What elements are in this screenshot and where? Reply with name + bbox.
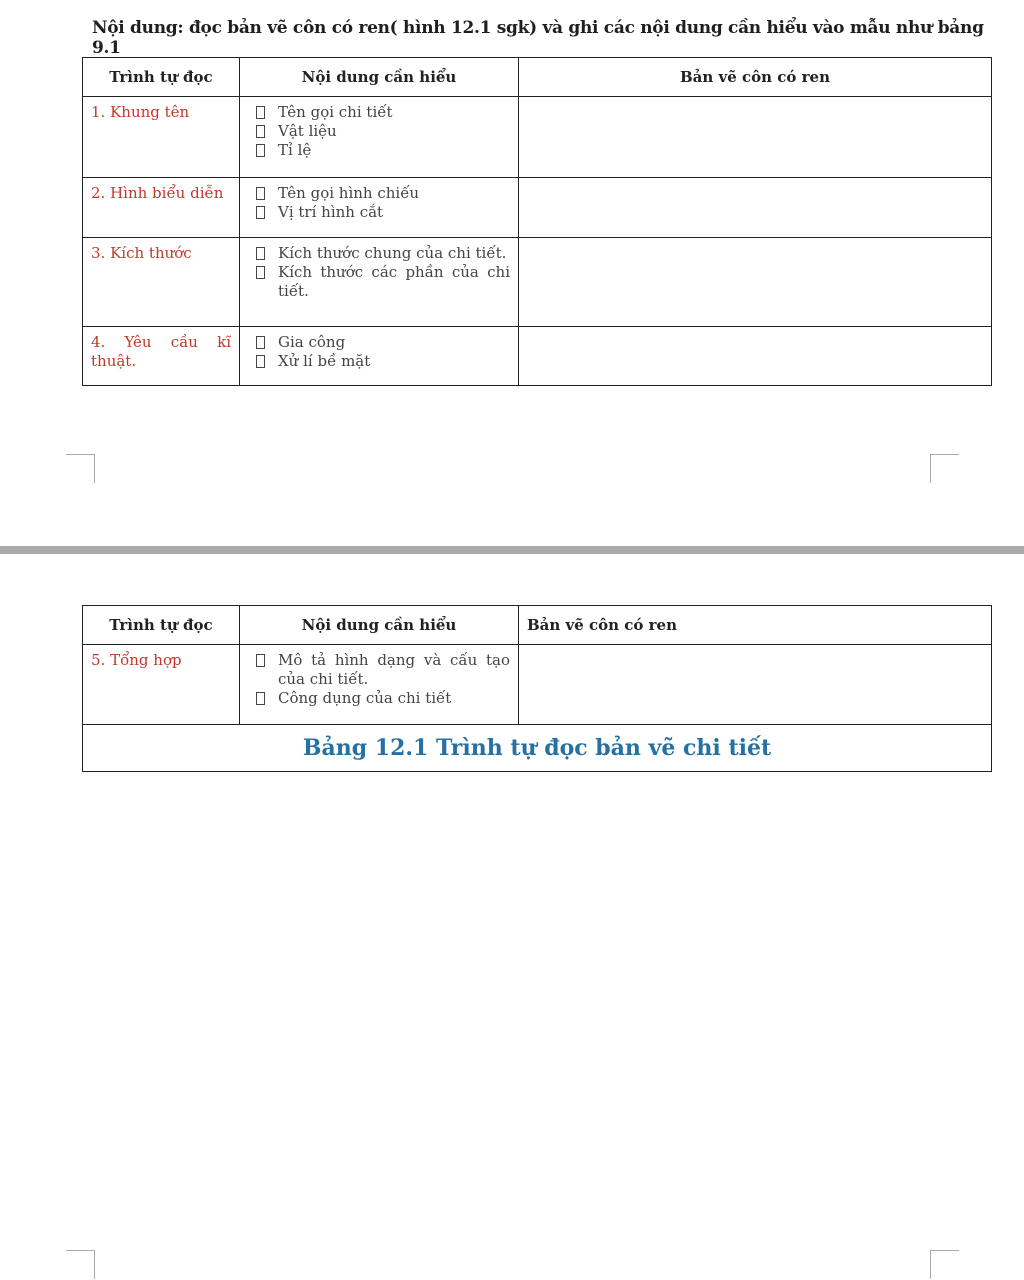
list-item (278, 651, 510, 689)
header-drawing: Bản vẽ côn có ren (519, 606, 992, 645)
intro-text: Nội dung: đọc bản vẽ côn có ren( hình 12.1 sgk) và ghi các nội dung cần hiểu vào mẫu như bảng 9.1 (92, 18, 984, 58)
page-corner-mark (930, 1250, 959, 1279)
header-reading-order: Trình tự đọc (83, 606, 240, 645)
list-item (278, 244, 510, 263)
step-cell: 4. Yêu cầu kĩ thuật. (83, 327, 240, 386)
item-text: Kích thước chung của chi tiết. (278, 244, 507, 262)
table-row (83, 97, 992, 178)
header-row (83, 58, 992, 97)
item-text: Gia công (278, 333, 346, 351)
list-item (278, 103, 510, 122)
list-item (278, 122, 510, 141)
answer-cell[interactable] (519, 327, 992, 386)
reading-table-page1 (82, 57, 992, 386)
item-text: Mô tả hình dạng và cấu tạo của chi tiết. (278, 651, 510, 688)
item-text: Tên gọi hình chiếu (278, 184, 420, 202)
header-drawing: Bản vẽ côn có ren (519, 58, 992, 97)
reading-table-page2 (82, 605, 992, 772)
item-text: Vật liệu (278, 121, 337, 140)
page-corner-mark (66, 1250, 95, 1279)
answer-cell[interactable] (519, 97, 992, 178)
page-corner-mark (66, 454, 95, 483)
checkbox-icon (256, 692, 265, 705)
step-cell: 1. Khung tên (83, 97, 240, 178)
header-content: Nội dung cần hiểu (240, 606, 519, 645)
items-cell (240, 327, 519, 386)
caption-row (83, 725, 992, 772)
table-row (83, 178, 992, 238)
list-item (278, 689, 510, 708)
table-row (83, 327, 992, 386)
answer-cell[interactable] (519, 238, 992, 327)
page-corner-mark (930, 454, 959, 483)
checkbox-icon (256, 247, 265, 260)
item-text: Vị trí hình cắt (278, 202, 384, 221)
items-cell (240, 97, 519, 178)
item-text: Công dụng của chi tiết (278, 688, 452, 707)
list-item (278, 203, 510, 222)
list-item (278, 141, 510, 160)
list-item (278, 333, 510, 352)
table-row (83, 645, 992, 725)
answer-cell[interactable] (519, 645, 992, 725)
checkbox-icon (256, 336, 265, 349)
answer-cell[interactable] (519, 178, 992, 238)
table-caption: Bảng 12.1 Trình tự đọc bản vẽ chi tiết (83, 725, 992, 772)
step-cell: 5. Tổng hợp (83, 645, 240, 725)
item-text: Tỉ lệ (278, 140, 312, 159)
list-item (278, 184, 510, 203)
item-text: Tên gọi chi tiết (278, 103, 393, 121)
checkbox-icon (256, 654, 265, 667)
list-item (278, 263, 510, 301)
items-cell (240, 238, 519, 327)
list-item (278, 352, 510, 371)
items-cell (240, 178, 519, 238)
table-row (83, 238, 992, 327)
header-content: Nội dung cần hiểu (240, 58, 519, 97)
checkbox-icon (256, 266, 265, 279)
items-cell (240, 645, 519, 725)
step-cell: 3. Kích thước (83, 238, 240, 327)
checkbox-icon (256, 125, 265, 138)
checkbox-icon (256, 187, 265, 200)
step-cell: 2. Hình biểu diễn (83, 178, 240, 238)
item-text: Xử lí bề mặt (278, 351, 371, 370)
page-separator (0, 546, 1024, 554)
header-row (83, 606, 992, 645)
checkbox-icon (256, 106, 265, 119)
checkbox-icon (256, 206, 265, 219)
header-reading-order: Trình tự đọc (83, 58, 240, 97)
checkbox-icon (256, 355, 265, 368)
item-text: Kích thước các phần của chi tiết. (278, 262, 510, 300)
checkbox-icon (256, 144, 265, 157)
